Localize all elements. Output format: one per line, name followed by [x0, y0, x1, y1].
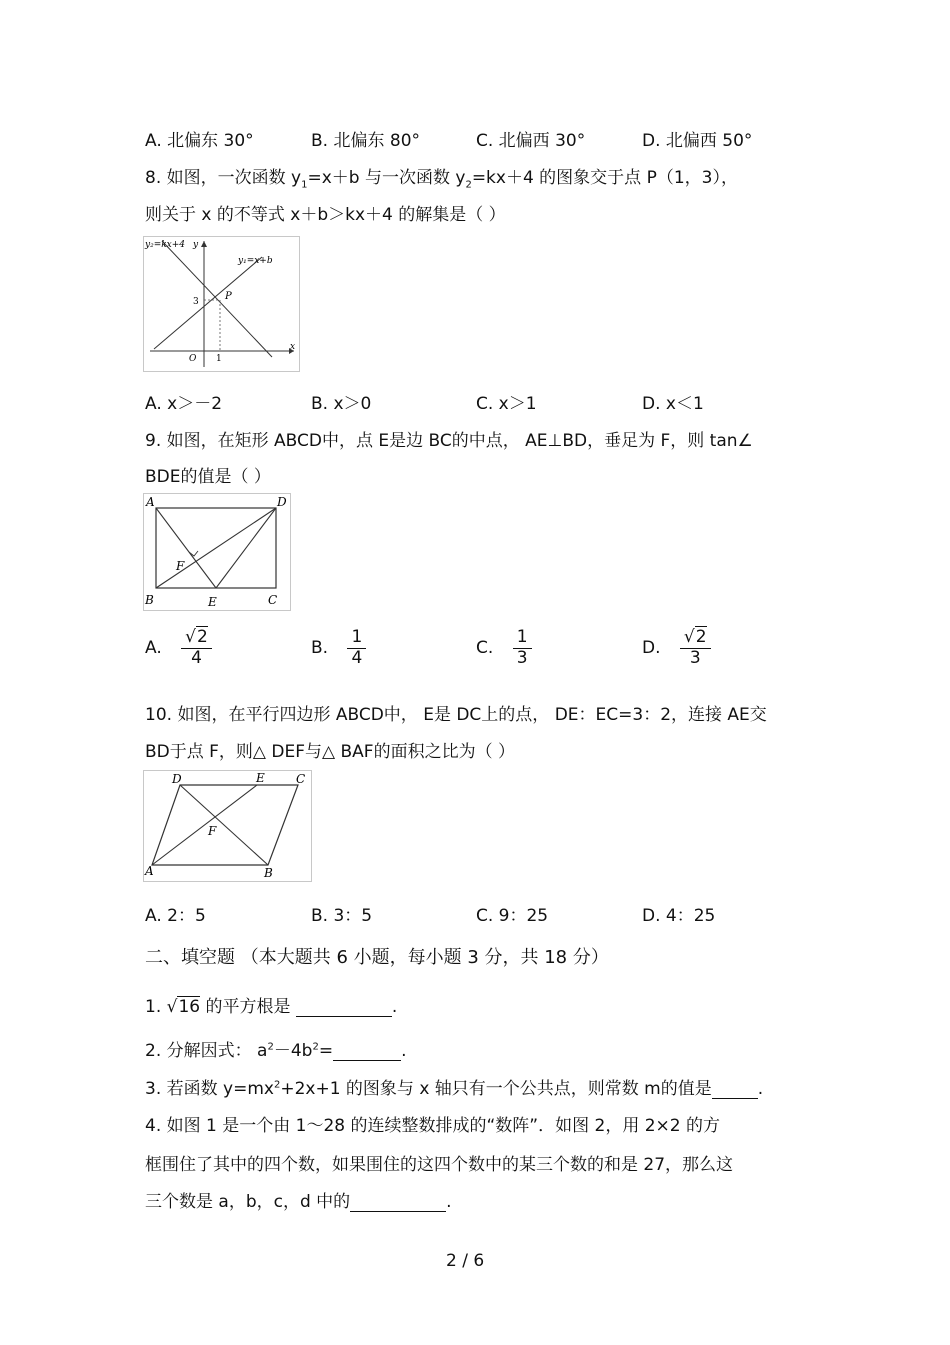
segment-ae	[152, 785, 257, 865]
q9-option-a-label: A.	[145, 638, 162, 659]
fill-q2-text-b: －4b	[273, 1041, 313, 1061]
q8-text-a: 8. 如图，一次函数 y	[145, 168, 302, 188]
fill-q2-text-a: 2. 分解因式： a	[145, 1041, 268, 1061]
q7-option-d: D. 北偏西 50°	[642, 131, 753, 151]
page-number: 2 / 6	[446, 1251, 485, 1271]
q8-text-c: =kx＋4 的图象交于点 P（1，3），	[471, 168, 738, 188]
q10-option-a: A. 2：5	[145, 906, 206, 926]
label-a: A	[145, 864, 154, 878]
fill-q4-line1: 4. 如图 1 是一个由 1～28 的连续整数排成的“数阵”．如图 2，用 2×2 的方	[145, 1116, 721, 1136]
line-y1	[154, 257, 262, 349]
fill-q4-line3-text: 三个数是 a，b，c，d 中的	[145, 1192, 351, 1212]
fill-q3	[145, 1074, 763, 1099]
segment-bd	[156, 508, 276, 588]
fill-q4-line2: 框围住了其中的四个数，如果围住的这四个数中的某三个数的和是 27，那么这	[145, 1155, 734, 1175]
q9-option-a-numerator: √2	[181, 628, 212, 649]
segment-ae	[156, 508, 216, 588]
y-axis-arrow	[201, 241, 207, 247]
q8-graph	[144, 237, 299, 371]
q8-question-line1	[145, 163, 738, 190]
fill-q1	[145, 992, 397, 1017]
right-angle-mark	[189, 551, 198, 556]
q9-option-d-label: D.	[642, 638, 661, 659]
fill-q3-period: .	[757, 1079, 764, 1099]
fill-q2-text-c: =	[318, 1041, 334, 1061]
fill-q2-sup2: 2	[312, 1041, 319, 1053]
q10-option-d: D. 4：25	[642, 906, 716, 926]
q10-question-line1: 10. 如图，在平行四边形 ABCD中， E是 DC上的点， DE：EC=3：2，连接 AE交	[145, 705, 767, 725]
fill-q2-sup1: 2	[267, 1041, 274, 1053]
q7-option-c: C. 北偏西 30°	[476, 131, 586, 151]
label-c: C	[268, 593, 278, 607]
fill-q3-answer-blank[interactable]	[712, 1080, 758, 1099]
q9-rectangle-diagram	[144, 494, 290, 610]
q10-parallelogram-diagram	[144, 771, 311, 881]
q9-option-c-fraction	[513, 628, 532, 668]
label-x: x	[290, 342, 296, 352]
q9-option-b-denominator: 4	[351, 647, 363, 668]
q9-question-line2: BDE的值是（ ）	[145, 467, 271, 487]
q9-option-d-numerator: √2	[680, 628, 711, 649]
label-y: y	[193, 240, 199, 250]
q8-option-d: D. x＜1	[642, 394, 704, 414]
q9-option-b	[311, 628, 366, 668]
fill-q3-sup: 2	[273, 1079, 281, 1091]
label-origin: O	[189, 354, 197, 364]
q9-option-b-label: B.	[311, 638, 329, 659]
label-b: B	[264, 866, 273, 880]
q8-text-b: =x＋b 与一次函数 y	[307, 168, 466, 188]
label-f: F	[208, 824, 217, 838]
parallelogram-abcd	[152, 785, 298, 865]
q9-option-a-denominator: 4	[191, 647, 202, 668]
label-1: 1	[216, 354, 222, 364]
label-d: D	[277, 495, 287, 509]
label-c: C	[296, 772, 306, 786]
label-b: B	[145, 593, 154, 607]
label-3: 3	[193, 297, 199, 307]
label-p: P	[225, 291, 232, 302]
fill-q1-radicand: 16	[178, 997, 201, 1017]
q7-option-a: A. 北偏东 30°	[145, 131, 254, 151]
fill-q3-text-a: 3. 若函数 y=mx	[145, 1079, 274, 1099]
q10-figure	[143, 770, 312, 882]
segment-bd	[180, 785, 268, 865]
fill-q3-text-b: +2x+1 的图象与 x 轴只有一个公共点，则常数 m的值是	[280, 1079, 712, 1099]
q8-option-c: C. x＞1	[476, 394, 537, 414]
label-y1: y₁=x+b	[238, 256, 273, 266]
label-e: E	[256, 771, 265, 785]
q9-option-a-radicand: 2	[196, 627, 208, 647]
fill-q4-line3	[145, 1187, 452, 1212]
fill-q4-answer-blank[interactable]	[350, 1193, 446, 1212]
q7-option-b: B. 北偏东 80°	[311, 131, 421, 151]
q8-sub1: 1	[301, 179, 308, 191]
fill-q2-answer-blank[interactable]	[333, 1042, 401, 1061]
fill-q1-period: .	[391, 997, 398, 1017]
q8-option-a: A. x＞－2	[145, 394, 223, 414]
q9-option-d-radicand: 2	[695, 627, 707, 647]
q9-option-a-fraction	[181, 628, 212, 668]
q9-option-b-numerator: 1	[347, 628, 366, 649]
fill-q2	[145, 1036, 406, 1061]
label-d: D	[172, 772, 182, 786]
q9-option-a	[145, 628, 212, 668]
fill-q1-answer-blank[interactable]	[296, 998, 392, 1017]
q8-sub2: 2	[465, 179, 472, 191]
q8-option-b: B. x＞0	[311, 394, 372, 414]
fill-q4-period: .	[446, 1192, 452, 1212]
fill-q1-number: 1.	[145, 997, 167, 1017]
label-e: E	[208, 595, 217, 609]
fill-q2-period: .	[401, 1041, 407, 1061]
q9-option-d	[642, 628, 711, 668]
q9-figure	[143, 493, 291, 611]
q9-option-c-numerator: 1	[513, 628, 532, 649]
label-a: A	[146, 495, 155, 509]
fill-q1-radical: √16	[166, 997, 201, 1017]
q9-option-d-denominator: 3	[689, 647, 701, 668]
label-f: F	[176, 559, 185, 573]
section-heading-fill-in: 二、填空题 （本大题共 6 小题，每小题 3 分，共 18 分）	[145, 947, 609, 968]
q9-option-b-fraction	[347, 628, 366, 668]
q9-option-c-denominator: 3	[516, 647, 528, 668]
q9-option-d-fraction	[680, 628, 711, 668]
label-y2: y₂=kx+4	[145, 240, 186, 250]
q10-question-line2: BD于点 F，则△ DEF与△ BAF的面积之比为（ ）	[145, 742, 515, 762]
q10-option-c: C. 9：25	[476, 906, 549, 926]
q9-question-line1: 9. 如图，在矩形 ABCD中，点 E是边 BC的中点， AE⊥BD，垂足为 F，则 tan∠	[145, 431, 753, 451]
q9-option-c	[476, 628, 532, 668]
q9-option-c-label: C.	[476, 638, 494, 659]
q8-figure	[143, 236, 300, 372]
segment-de	[216, 508, 276, 588]
q10-option-b: B. 3：5	[311, 906, 373, 926]
fill-q1-text: 的平方根是	[200, 997, 291, 1017]
q8-question-line2: 则关于 x 的不等式 x＋b＞kx＋4 的解集是（ ）	[145, 205, 506, 225]
